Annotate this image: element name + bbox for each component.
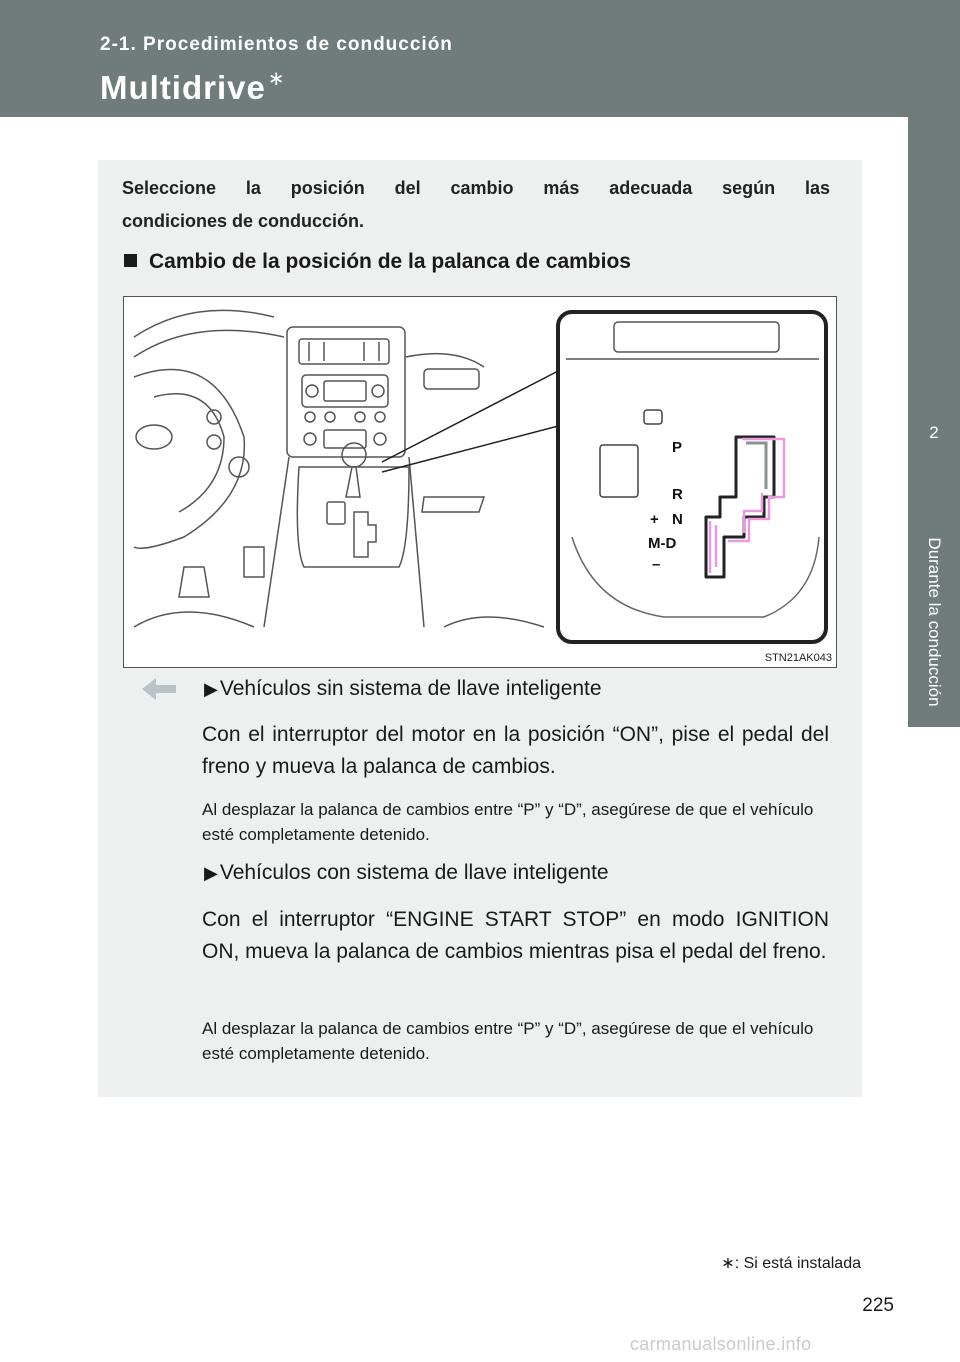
intro-line-2: condiciones de conducción. <box>122 211 365 231</box>
gear-label-r: R <box>672 486 683 503</box>
square-bullet-icon <box>124 254 137 267</box>
dashboard-drawing <box>134 310 544 627</box>
item-note-no-smart-key: Al desplazar la palanca de cambios entre “P” y “D”, asegúrese de que el vehículo esté completamente detenido. <box>202 800 814 844</box>
gear-label-plus: + <box>650 511 659 528</box>
chapter-label: Durante la conducción <box>925 537 944 707</box>
footnote-text: : Si está instalada <box>734 1255 861 1272</box>
item-title-text: Vehículos sin sistema de llave inteligente <box>219 677 602 700</box>
gate-detail-inset <box>558 312 826 642</box>
item-title-no-smart-key <box>204 677 602 701</box>
gear-label-minus: – <box>652 556 661 573</box>
back-arrow-icon <box>140 676 178 702</box>
item-title-smart-key <box>204 861 609 885</box>
intro-line-1: Seleccione la posición del cambio más adecuada según las <box>122 178 830 198</box>
callout-lines <box>382 369 562 472</box>
optional-mark: ∗ <box>267 68 286 90</box>
section-label: 2-1. Procedimientos de conducción <box>100 34 453 55</box>
item-body-no-smart-key: Con el interruptor del motor en la posición “ON”, pise el pedal del freno y mueva la palanca de cambios. <box>202 723 829 778</box>
page-title <box>100 66 286 107</box>
item-note-smart-key: Al desplazar la palanca de cambios entre “P” y “D”, asegúrese de que el vehículo esté completamente detenido. <box>202 1019 814 1063</box>
page-header <box>0 0 960 117</box>
shift-lever-illustration <box>123 296 837 668</box>
item-title-text: Vehículos con sistema de llave inteligente <box>219 861 609 884</box>
triangle-bullet-icon: ▶ <box>204 679 218 699</box>
footnote-mark: ∗ <box>721 1255 735 1272</box>
section-subheading <box>124 250 631 274</box>
chapter-number: 2 <box>929 423 939 442</box>
gear-label-p: P <box>672 439 683 456</box>
subheading-text: Cambio de la posición de la palanca de cambios <box>149 250 631 273</box>
page-title-text: Multidrive <box>100 69 266 106</box>
page-number: 225 <box>862 1295 894 1316</box>
gear-label-md: M-D <box>648 535 677 552</box>
illustration-drawing <box>124 297 836 667</box>
watermark[interactable]: carmanualsonline.info <box>630 1334 812 1354</box>
gear-label-n: N <box>672 511 683 528</box>
triangle-bullet-icon: ▶ <box>204 863 218 883</box>
item-body-smart-key: Con el interruptor “ENGINE START STOP” en modo IGNITION ON, mueva la palanca de cambios mientras pisa el pedal del freno. <box>202 908 829 963</box>
figure-code: STN21AK043 <box>764 652 832 664</box>
chapter-tab[interactable] <box>908 117 960 727</box>
footnote <box>721 1253 861 1273</box>
intro-paragraph <box>122 172 830 238</box>
